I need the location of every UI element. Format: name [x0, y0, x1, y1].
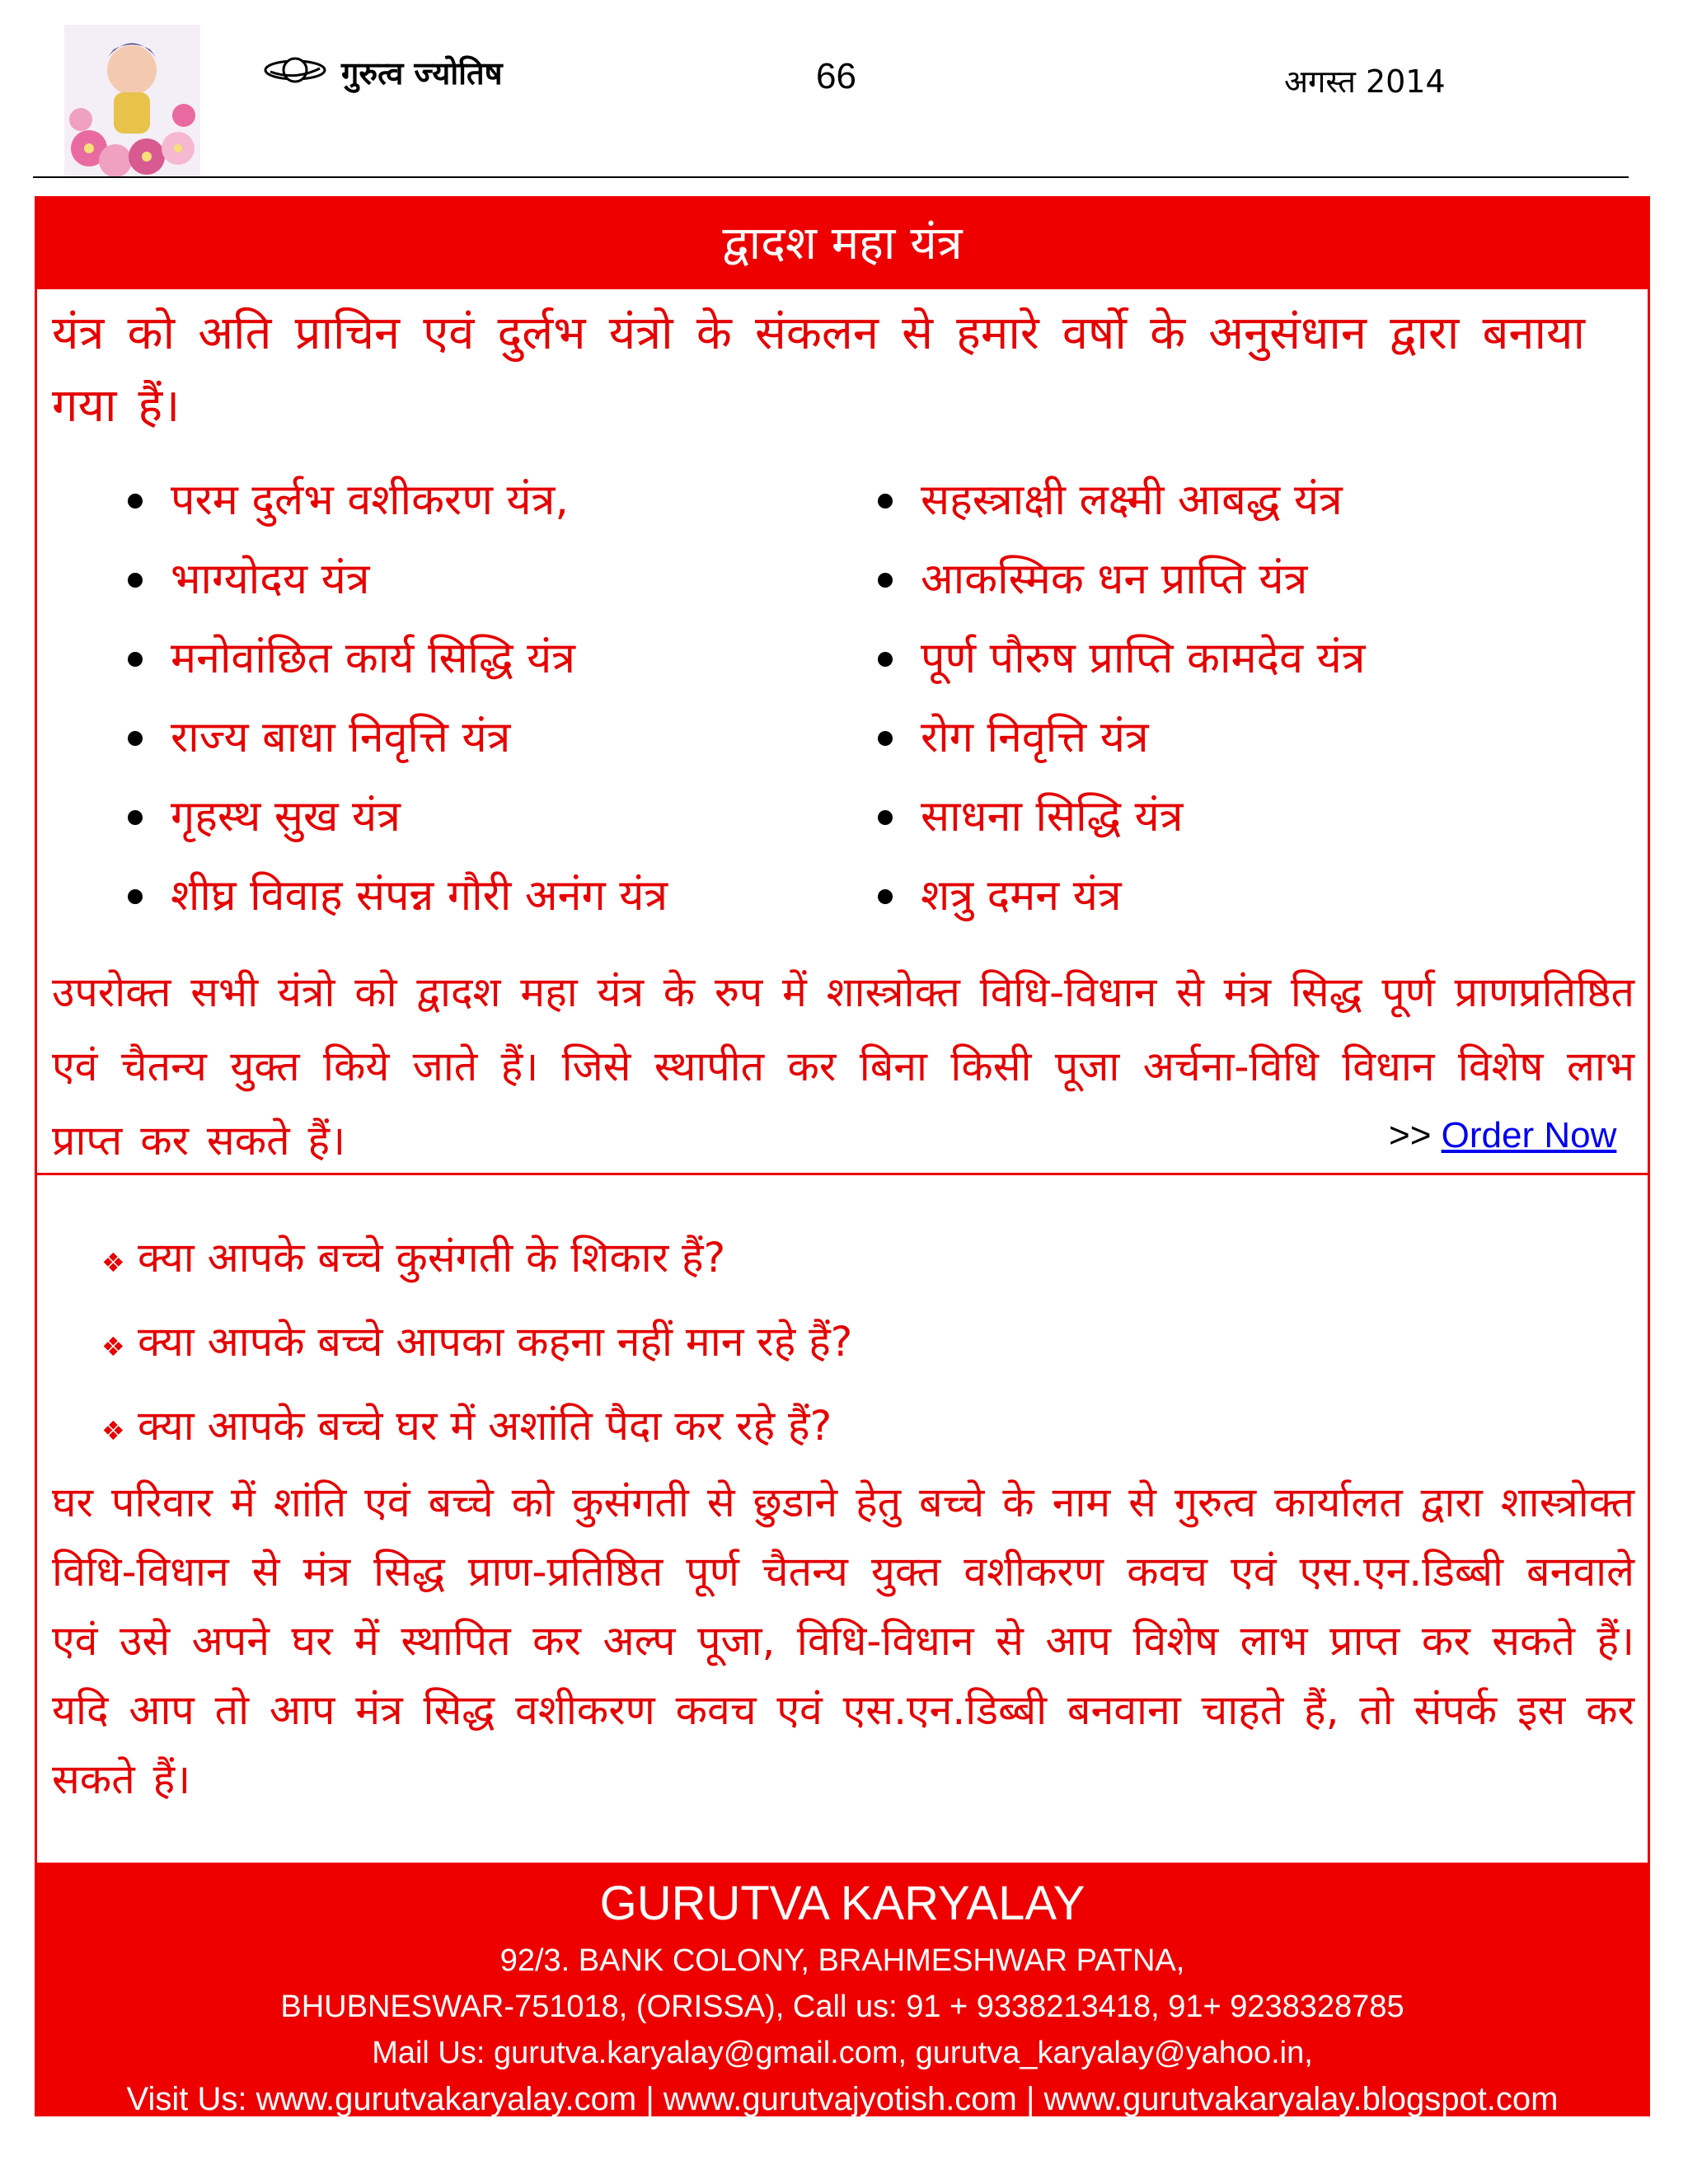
list-item: राज्य बाधा निवृत्ति यंत्र: [120, 698, 668, 777]
yantra-title: द्वादश महा यंत्र: [37, 199, 1648, 289]
page-number: 66: [816, 56, 856, 96]
list-item: साधना सिद्धि यंत्र: [870, 777, 1365, 856]
page-header: [0, 0, 1688, 181]
question-list: [101, 1216, 852, 1468]
list-item: मनोवांछित कार्य सिद्धि यंत्र: [120, 619, 668, 698]
question-text: क्या आपके बच्चे कुसंगती के शिकार हैं?: [138, 1234, 726, 1282]
address-line-1: 92/3. BANK COLONY, BRAHMESHWAR PATNA,: [499, 1943, 1185, 1978]
deity-illustration: [64, 25, 200, 177]
issue-date: अगस्त 2014: [1284, 63, 1446, 100]
header-rule: [33, 176, 1629, 178]
list-item: पूर्ण पौरुष प्राप्ति कामदेव यंत्र: [870, 619, 1365, 698]
diamond-bullet-icon: ❖: [101, 1247, 125, 1278]
diamond-bullet-icon: ❖: [101, 1331, 125, 1362]
yantra-list-right: [870, 461, 1365, 935]
order-now: [1389, 1115, 1616, 1156]
section-divider: [37, 1173, 1648, 1175]
website-line: Visit Us: www.gurutvakaryalay.com | www.gurutvajyotish.com | www.gurutvakaryalay.blogspot.com: [126, 2081, 1559, 2117]
yantra-list-left: [120, 461, 668, 935]
yantra-summary: उपरोक्त सभी यंत्रो को द्वादश महा यंत्र के रुप में शास्त्रोक्त विधि-विधान से मंत्र सिद्ध पूर्ण प्राणप्रतिष्ठित एवं चैतन्य युक्त किये जाते हैं। जिसे स्थापीत कर बिना किसी पूजा अर्चना-विधि विधान विशेष लाभ प्राप्त कर सकते हैं।: [52, 968, 1634, 1165]
advert-box: [35, 196, 1650, 2116]
diamond-bullet-icon: ❖: [101, 1415, 125, 1446]
question-text: क्या आपके बच्चे घर में अशांति पैदा कर रहे हैं?: [138, 1402, 832, 1450]
magazine-brand: गुरुत्व ज्योतिष: [341, 55, 503, 91]
yantra-intro: यंत्र को अति प्राचिन एवं दुर्लभ यंत्रो के संकलन से हमारे वर्षो के अनुसंधान द्वारा बनाया गया हैं।: [52, 307, 1585, 433]
company-name: GURUTVA KARYALAY: [599, 1877, 1085, 1930]
list-item: भाग्योदय यंत्र: [120, 540, 668, 619]
list-item: शत्रु दमन यंत्र: [870, 856, 1365, 935]
list-item: सहस्त्राक्षी लक्ष्मी आबद्ध यंत्र: [870, 461, 1365, 540]
planet-icon: [262, 49, 328, 91]
list-item: शीघ्र विवाह संपन्न गौरी अनंग यंत्र: [120, 856, 668, 935]
mail-line: Mail Us: gurutva.karyalay@gmail.com, gurutva_karyalay@yahoo.in,: [372, 2036, 1313, 2070]
order-now-link[interactable]: Order Now: [1441, 1115, 1617, 1155]
list-item: [101, 1216, 852, 1300]
list-item: [101, 1300, 852, 1384]
order-prefix: >>: [1389, 1115, 1432, 1155]
list-item: आकस्मिक धन प्राप्ति यंत्र: [870, 540, 1365, 619]
list-item: [101, 1384, 852, 1468]
address-line-2: BHUBNESWAR-751018, (ORISSA), Call us: 91 + 9338213418, 91+ 9238328785: [280, 1990, 1404, 2024]
kavach-body: घर परिवार में शांति एवं बच्चे को कुसंगती से छुडाने हेतु बच्चे के नाम से गुरुत्व कार्यालत द्वारा शास्त्रोक्त विधि-विधान से मंत्र सिद्ध प्राण-प्रतिष्ठित पूर्ण चैतन्य युक्त वशीकरण कवच एवं एस.एन.डिब्बी बनवाले एवं उसे अपने घर में स्थापित कर अल्प पूजा, विधि-विधान से आप विशेष लाभ प्राप्त कर सकते हैं। यदि आप तो आप मंत्र सिद्ध वशीकरण कवच एवं एस.एन.डिब्बी बनवाना चाहते हैं, तो संपर्क इस कर सकते हैं।: [52, 1479, 1634, 1803]
list-item: गृहस्थ सुख यंत्र: [120, 777, 668, 856]
list-item: परम दुर्लभ वशीकरण यंत्र,: [120, 461, 668, 540]
contact-footer: [37, 1863, 1648, 2117]
question-text: क्या आपके बच्चे आपका कहना नहीं मान रहे हैं?: [138, 1318, 853, 1366]
list-item: रोग निवृत्ति यंत्र: [870, 698, 1365, 777]
